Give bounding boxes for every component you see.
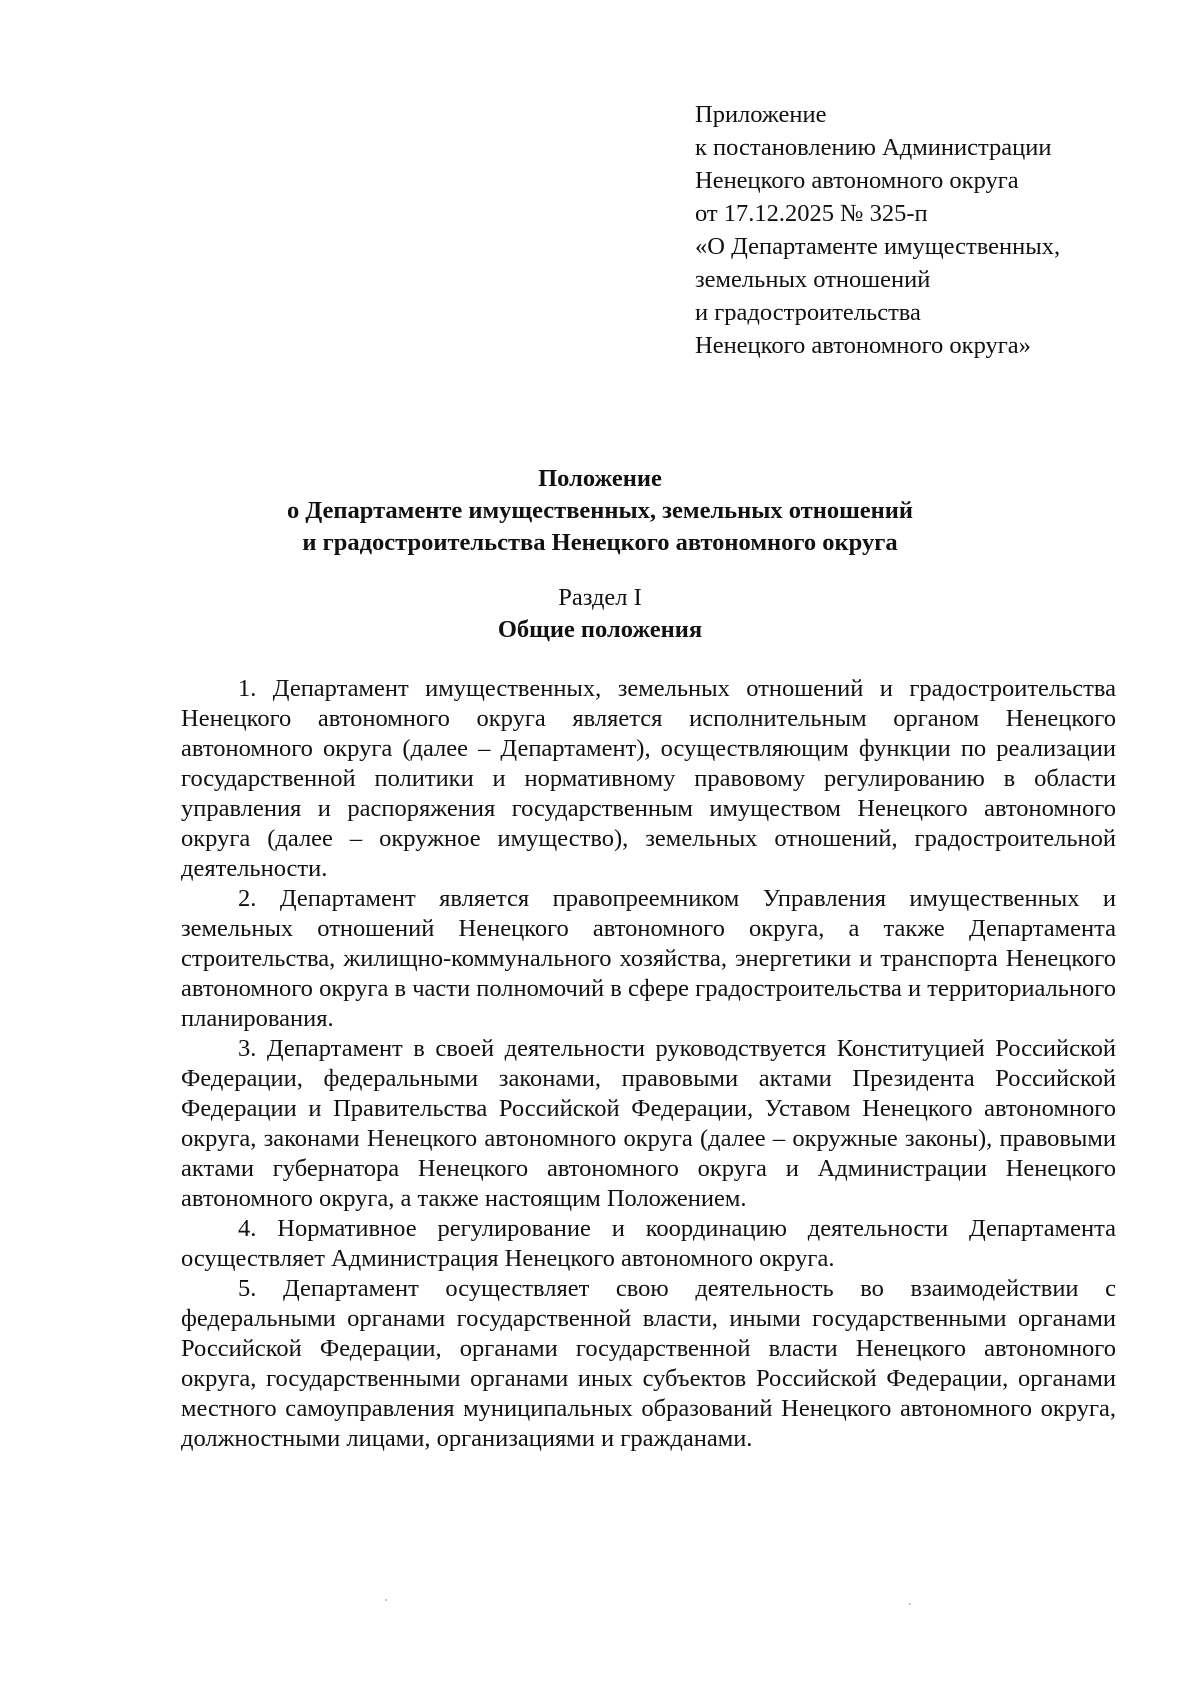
appendix-line: Ненецкого автономного округа: [695, 167, 1019, 194]
title-line: Положение: [538, 465, 662, 492]
paragraph-3: 3. Департамент в своей деятельности руководствуется Конституцией Российской Федерации, федеральными законами, правовыми актами Президента Российской Федерации и Правительства Российской Федерации, Уставом Ненецкого автономного округа, законами Ненецкого автономного округа (далее – окружные законы), правовыми актами губернатора Ненецкого автономного округа и Администрации Ненецкого автономного округа, а также настоящим Положением.: [181, 1035, 1116, 1212]
appendix-note: [695, 98, 1155, 362]
document-body: [181, 674, 1116, 1454]
appendix-line: «О Департаменте имущественных,: [695, 233, 1061, 260]
appendix-line: земельных отношений: [695, 266, 931, 293]
title-line: и градостроительства Ненецкого автономного округа: [302, 529, 898, 556]
section-heading: Общие положения: [497, 616, 703, 643]
paragraph-4: 4. Нормативное регулирование и координацию деятельности Департамента осуществляет Администрация Ненецкого автономного округа.: [181, 1215, 1116, 1272]
section-number: Раздел I: [558, 584, 642, 611]
document-title: [0, 463, 1200, 559]
appendix-line: и градостроительства: [695, 299, 921, 326]
section-header: [0, 582, 1200, 646]
paragraph-1: 1. Департамент имущественных, земельных отношений и градостроительства Ненецкого автономного округа является исполнительным органом Ненецкого автономного округа (далее – Департамент), осуществляющим функции по реализации государственной политики и нормативному правовому регулированию в области управления и распоряжения государственным имуществом Ненецкого автономного округа (далее – окружное имущество), земельных отношений, градостроительной деятельности.: [181, 675, 1116, 882]
appendix-line: от 17.12.2025 № 325-п: [695, 200, 928, 227]
title-line: о Департаменте имущественных, земельных отношений: [287, 497, 913, 524]
appendix-line: к постановлению Администрации: [695, 134, 1052, 161]
paragraph-5: 5. Департамент осуществляет свою деятельность во взаимодействии с федеральными органами государственной власти, иными государственными органами Российской Федерации, органами государственной власти Ненецкого автономного округа, государственными органами иных субъектов Российской Федерации, органами местного самоуправления муниципальных образований Ненецкого автономного округа, должностными лицами, организациями и гражданами.: [181, 1275, 1116, 1452]
paragraph-2: 2. Департамент является правопреемником Управления имущественных и земельных отношений Ненецкого автономного округа, а также Департамента строительства, жилищно-коммунального хозяйства, энергетики и транспорта Ненецкого автономного округа в части полномочий в сфере градостроительства и территориального планирования.: [181, 885, 1116, 1032]
appendix-line: Ненецкого автономного округа»: [695, 332, 1031, 359]
appendix-line: Приложение: [695, 101, 827, 128]
scan-speck: [385, 1599, 387, 1601]
scan-speck: [909, 1603, 911, 1605]
